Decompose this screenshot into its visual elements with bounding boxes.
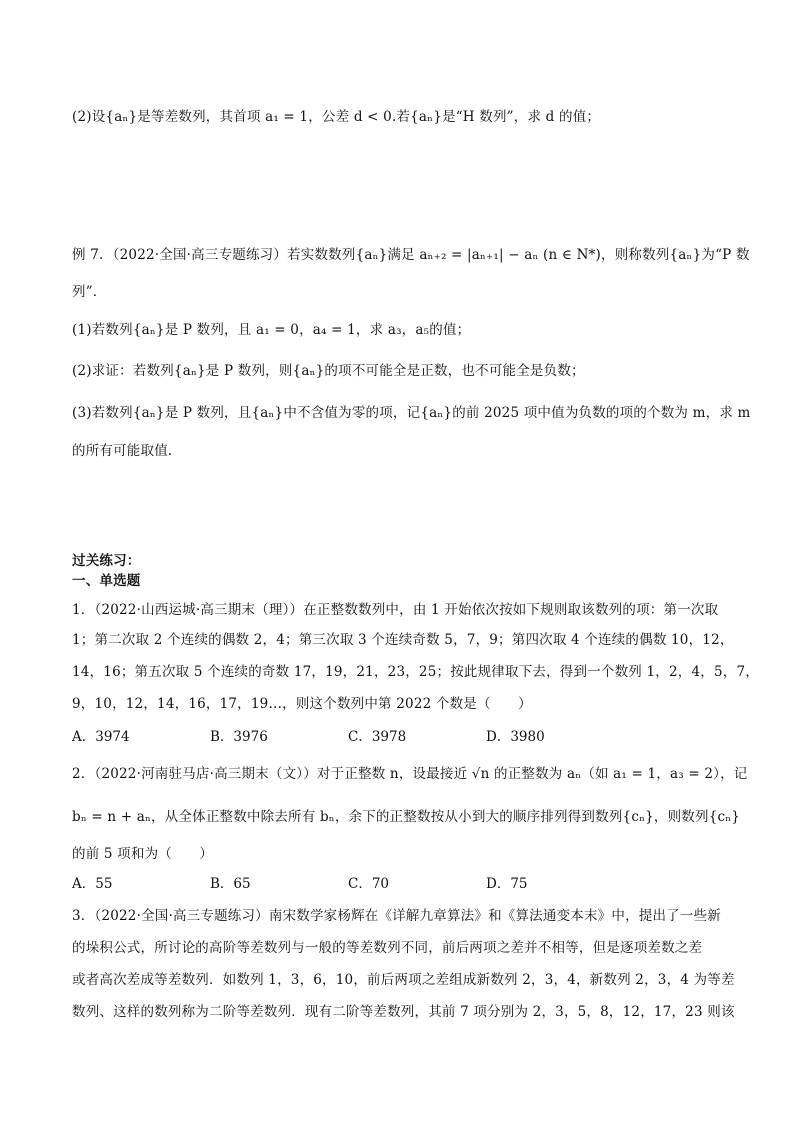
q2-option-a: A．55 (72, 876, 113, 892)
q1-option-d: D．3980 (486, 729, 545, 745)
section-heading: 一、单选题 (72, 573, 141, 589)
q2-line-2: bₙ = n + aₙ，从全体正整数中除去所有 bₙ，余下的正整数按从小到大的顺序排列得到数列{cₙ}，则数列{cₙ} (72, 809, 741, 825)
q1-line-1: 1．（2022·山西运城·高三期末（理））在正整数数列中，由 1 开始依次按如下规则取该数列的项：第一次取 (72, 602, 719, 618)
q2-option-c: C．70 (348, 876, 390, 892)
example-7-part-2: (2)求证：若数列{aₙ}是 P 数列，则{aₙ}的项不可能全是正数，也不可能全是负数； (72, 363, 585, 379)
example-7-part-3-line-1: (3)若数列{aₙ}是 P 数列，且{aₙ}中不含值为零的项，记{aₙ}的前 2025 项中值为负数的项的个数为 m，求 m (72, 405, 751, 421)
q2-line-1: 2．（2022·河南驻马店·高三期末（文））对于正整数 n，设最接近 √n 的正整数为 aₙ（如 a₁ = 1，a₃ = 2），记 (72, 766, 748, 782)
example-7-line-1: 例 7．（2022·全国·高三专题练习）若实数数列{aₙ}满足 aₙ₊₂ = |aₙ₊₁| − aₙ (n ∈ N*)，则称数列{aₙ}为“P 数 (72, 247, 750, 263)
q1-line-3: 14，16；第五次取 5 个连续的奇数 17，19，21，23，25；按此规律取下去，得到一个数列 1，2，4，5，7， (72, 664, 759, 680)
q3-line-4: 数列、这样的数列称为二阶等差数列．现有二阶等差数列，其前 7 项分别为 2，3，5，8，12，17，23 则该 (72, 1004, 735, 1020)
q1-option-c: C．3978 (348, 729, 407, 745)
q1-line-2: 1；第二次取 2 个连续的偶数 2，4；第三次取 3 个连续奇数 5，7，9；第四次取 4 个连续的偶数 10，12， (72, 632, 734, 648)
q1-line-4: 9，10，12，14，16，17，19…，则这个数列中第 2022 个数是（ ） (72, 696, 532, 712)
practice-heading: 过关练习： (72, 553, 141, 569)
q2-option-b: B．65 (210, 876, 251, 892)
q3-line-3: 或者高次差成等差数列．如数列 1，3，6，10，前后两项之差组成新数列 2，3，4，新数列 2，3，4 为等差 (72, 972, 735, 988)
q2-option-d: D．75 (486, 876, 528, 892)
example-7-part-3-line-2: 的所有可能取值． (72, 443, 182, 459)
q3-line-2: 的垛积公式，所讨论的高阶等差数列与一般的等差数列不同，前后两项之差并不相等，但是逐项差数之差 (72, 940, 703, 956)
q1-option-a: A．3974 (72, 729, 130, 745)
q1-option-b: B．3976 (210, 729, 268, 745)
q2-line-3: 的前 5 项和为（ ） (72, 846, 214, 862)
q3-line-1: 3．（2022·全国·高三专题练习）南宋数学家杨辉在《详解九章算法》和《算法通变本末》中，提出了一些新 (72, 908, 721, 924)
example-7-part-1: (1)若数列{aₙ}是 P 数列，且 a₁ = 0，a₄ = 1，求 a₃，a₅的值； (72, 322, 471, 338)
example-7-line-2: 列”． (72, 284, 107, 300)
question-2-line: (2)设{aₙ}是等差数列，其首项 a₁ = 1，公差 d < 0.若{aₙ}是“H 数列”，求 d 的值； (72, 109, 601, 125)
